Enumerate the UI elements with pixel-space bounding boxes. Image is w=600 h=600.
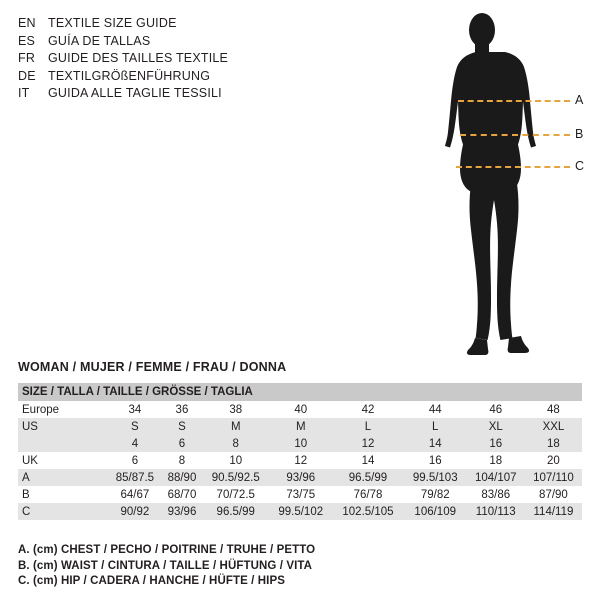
legend-item-hip: C. (cm) HIP / CADERA / HANCHE / HÜFTE / HIPS [18,575,286,587]
table-header-label: SIZE / TALLA / TAILLE / GRÖSSE / TAGLIA [18,383,582,401]
cell: 8 [202,435,269,452]
row-label: Europe [18,401,108,418]
language-row [18,34,318,52]
cell: 73/75 [269,486,332,503]
language-title: TEXTILE SIZE GUIDE [48,16,177,30]
cell: 20 [525,452,582,469]
row-label: US [18,418,108,435]
language-title: TEXTILGRÖßENFÜHRUNG [48,68,211,83]
language-title: GUÍA DE TALLAS [48,33,151,48]
legend [18,543,578,590]
language-title: GUIDE DES TAILLES TEXTILE [48,51,229,65]
cell: 93/96 [162,503,202,520]
cell: 10 [202,452,269,469]
table-header-row [18,383,582,401]
measure-line-b [460,134,570,136]
cell: 6 [162,435,202,452]
figure-illustration [430,8,595,368]
cell: 90.5/92.5 [202,469,269,486]
cell: 12 [269,452,332,469]
language-title: GUIDA ALLE TAGLIE TESSILI [48,86,222,100]
table-row [18,401,582,418]
cell: 96.5/99 [332,469,404,486]
row-label [18,435,108,452]
language-code: FR [18,51,36,65]
row-label: A [18,469,108,486]
cell: 18 [525,435,582,452]
cell: 102.5/105 [332,503,404,520]
language-code: IT [18,86,30,100]
cell: XXL [525,418,582,435]
size-table [18,383,582,520]
cell: 36 [162,401,202,418]
measure-label-c: C [575,159,585,173]
cell: 42 [332,401,404,418]
cell: 107/110 [525,469,582,486]
cell: 40 [269,401,332,418]
table-row [18,435,582,452]
language-row [18,86,318,104]
female-silhouette-icon [430,8,595,368]
cell: 79/82 [404,486,467,503]
cell: 16 [404,452,467,469]
row-label: B [18,486,108,503]
cell: 90/92 [108,503,162,520]
cell: 88/90 [162,469,202,486]
cell: 14 [404,435,467,452]
cell: 46 [467,401,525,418]
measure-label-b: B [575,127,584,141]
cell: 99.5/102 [269,503,332,520]
cell: L [332,418,404,435]
language-code: EN [18,16,36,30]
cell: 104/107 [467,469,525,486]
cell: 68/70 [162,486,202,503]
measure-line-c [456,166,570,168]
row-label: UK [18,452,108,469]
language-row [18,51,318,69]
cell: 83/86 [467,486,525,503]
cell: 4 [108,435,162,452]
table-row [18,486,582,503]
cell: 12 [332,435,404,452]
language-code: DE [18,68,36,83]
cell: 87/90 [525,486,582,503]
section-title: WOMAN / MUJER / FEMME / FRAU / DONNA [18,360,287,374]
cell: M [202,418,269,435]
table-row [18,469,582,486]
cell: 96.5/99 [202,503,269,520]
cell: 34 [108,401,162,418]
table-row [18,418,582,435]
cell: S [108,418,162,435]
cell: M [269,418,332,435]
cell: 99.5/103 [404,469,467,486]
language-header [18,16,318,104]
cell: 44 [404,401,467,418]
cell: 14 [332,452,404,469]
cell: 6 [108,452,162,469]
legend-item-chest: A. (cm) CHEST / PECHO / POITRINE / TRUHE / PETTO [18,544,316,556]
cell: XL [467,418,525,435]
cell: 48 [525,401,582,418]
legend-item-waist: B. (cm) WAIST / CINTURA / TAILLE / HÜFTUNG / VITA [18,559,313,572]
cell: 114/119 [525,503,582,520]
row-label: C [18,503,108,520]
language-row [18,69,318,87]
table-row [18,503,582,520]
cell: 16 [467,435,525,452]
table-row [18,452,582,469]
cell: 106/109 [404,503,467,520]
cell: 93/96 [269,469,332,486]
cell: 85/87.5 [108,469,162,486]
cell: 8 [162,452,202,469]
cell: 70/72.5 [202,486,269,503]
language-row [18,16,318,34]
cell: 10 [269,435,332,452]
measure-line-a [458,100,570,102]
measure-label-a: A [575,93,584,107]
language-code: ES [18,33,36,48]
cell: 110/113 [467,503,525,520]
cell: 64/67 [108,486,162,503]
cell: L [404,418,467,435]
cell: S [162,418,202,435]
cell: 38 [202,401,269,418]
cell: 76/78 [332,486,404,503]
cell: 18 [467,452,525,469]
